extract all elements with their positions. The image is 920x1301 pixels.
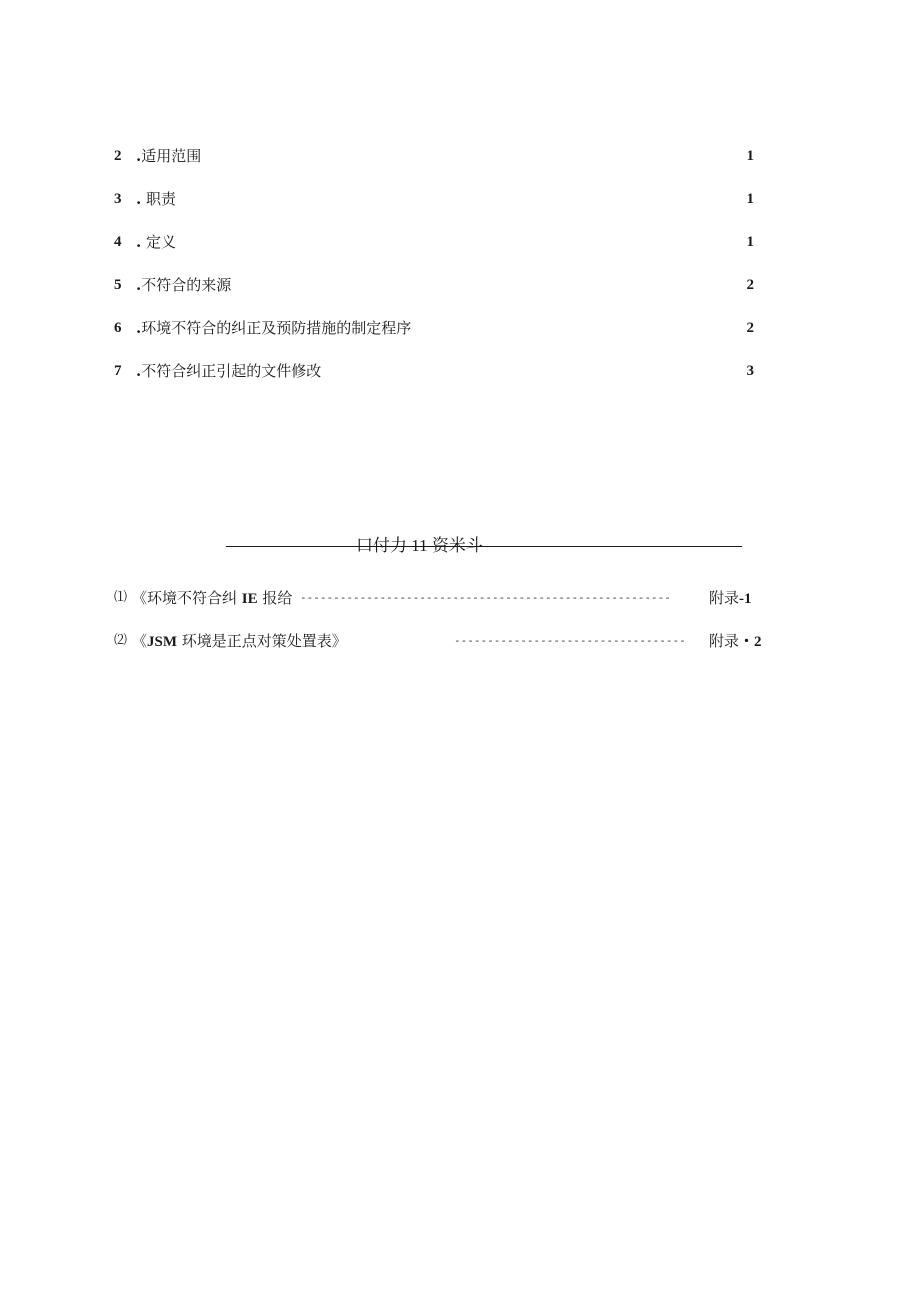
toc-item-title: .环境不符合的纠正及预防措施的制定程序 [136, 319, 412, 337]
appendix-item-leader: -------------------------------------------------------- [300, 591, 671, 604]
toc-item-number: 5 [114, 277, 122, 293]
appendix-item-title: 《JSM 环境是正点对策处置表》 [132, 632, 347, 650]
toc-item-page: 3 [746, 363, 754, 379]
appendix-item[interactable] [114, 629, 774, 653]
toc-item[interactable] [114, 230, 754, 254]
appendix-heading-text: 口付力 11 资米斗 [356, 536, 483, 555]
appendix-item-title: 《环境不符合纠 IE 报给 [132, 589, 293, 607]
toc-item-number: 3 [114, 191, 122, 207]
toc-item-page: 1 [746, 234, 754, 250]
toc-item-page: 2 [746, 320, 754, 336]
appendix-item-leader: ----------------------------------- [454, 634, 686, 647]
toc-item-title: .不符合纠正引起的文件修改 [136, 362, 322, 380]
toc-item-title: .适用范围 [136, 147, 202, 165]
toc-item-title: .不符合的来源 [136, 276, 232, 294]
toc-item-title: . 定义 [136, 233, 177, 251]
appendix-item-marker: ⑴ [114, 590, 128, 605]
toc-item[interactable] [114, 273, 754, 297]
toc-item[interactable] [114, 359, 754, 383]
toc-item-number: 2 [114, 148, 122, 164]
toc-item-page: 1 [746, 148, 754, 164]
appendix-heading [226, 532, 742, 560]
toc-item[interactable] [114, 316, 754, 340]
toc-item-number: 7 [114, 363, 122, 379]
appendix-item[interactable] [114, 586, 774, 610]
toc-item-number: 6 [114, 320, 122, 336]
appendix-item-ref: 附录・2 [709, 632, 762, 650]
toc-item-title: . 职责 [136, 190, 177, 208]
toc-item[interactable] [114, 144, 754, 168]
appendix-item-marker: ⑵ [114, 633, 128, 648]
toc-item-page: 1 [746, 191, 754, 207]
toc-item[interactable] [114, 187, 754, 211]
toc-item-page: 2 [746, 277, 754, 293]
toc-item-number: 4 [114, 234, 122, 250]
appendix-item-ref: 附录-1 [709, 589, 752, 607]
